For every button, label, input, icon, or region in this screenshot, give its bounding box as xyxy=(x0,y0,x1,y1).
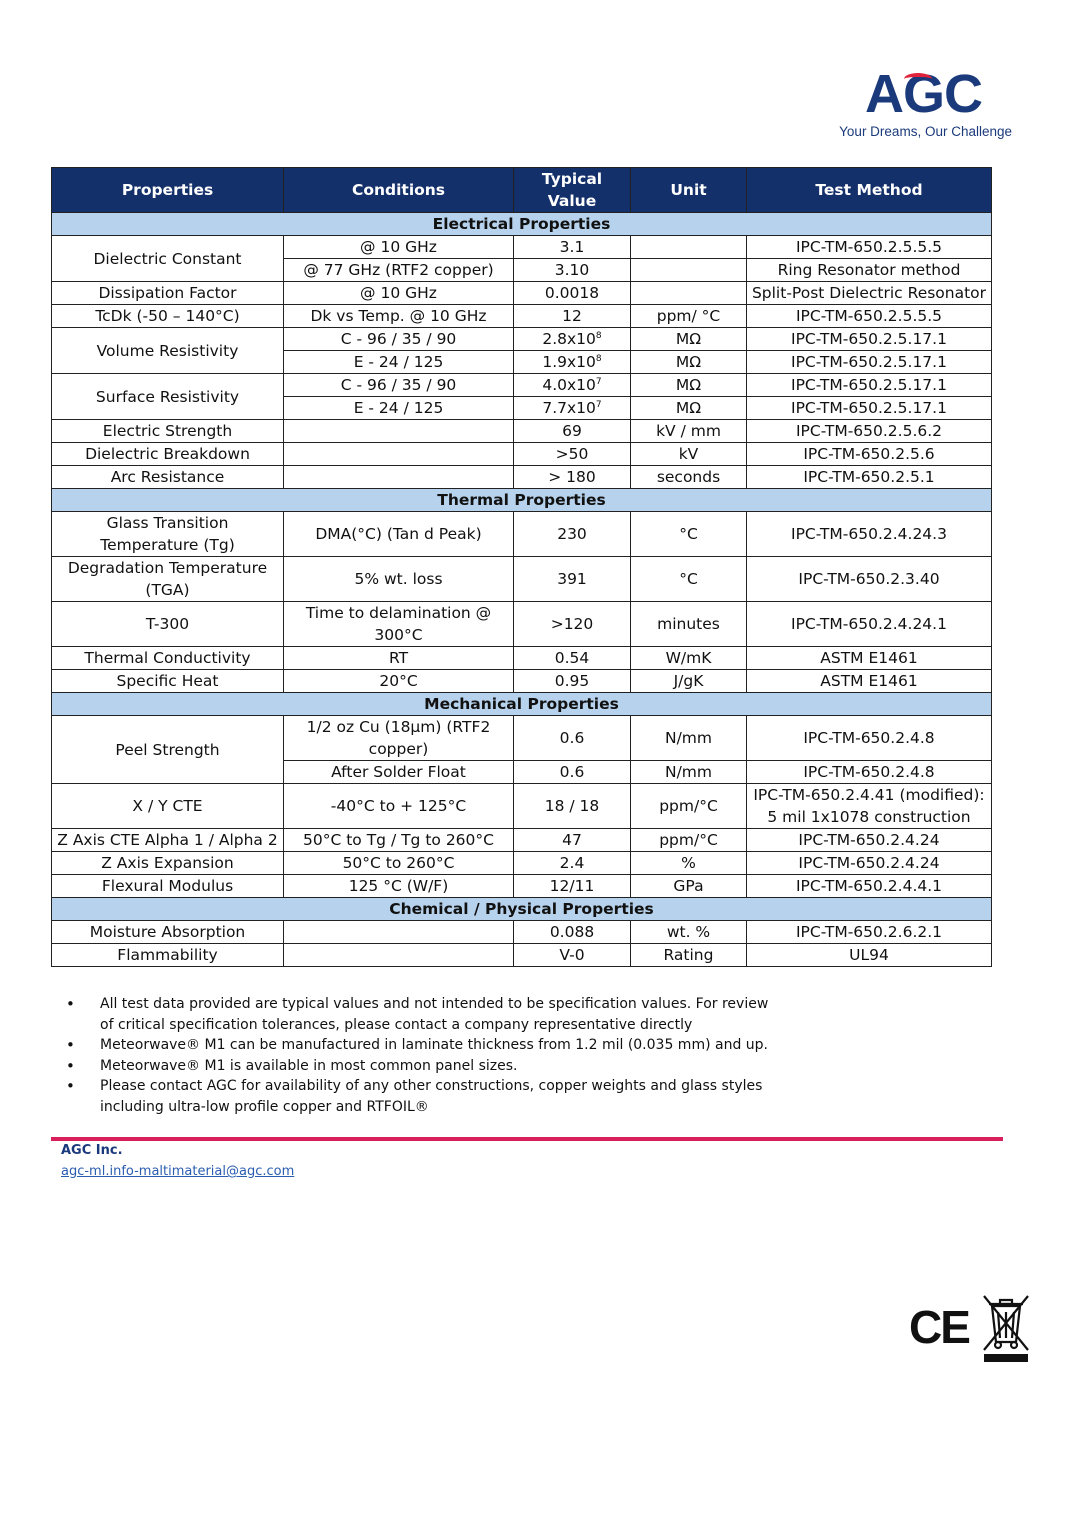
section-title: Chemical / Physical Properties xyxy=(52,898,992,921)
table-row xyxy=(52,466,992,489)
condition-cell: E - 24 / 125 xyxy=(284,397,514,420)
property-cell: Z Axis CTE Alpha 1 / Alpha 2 xyxy=(52,829,284,852)
method-cell: ASTM E1461 xyxy=(747,647,992,670)
unit-cell: MΩ xyxy=(631,351,747,374)
header-test-method: Test Method xyxy=(747,168,992,213)
unit-cell: W/mK xyxy=(631,647,747,670)
value-cell: 0.95 xyxy=(514,670,631,693)
unit-cell xyxy=(631,282,747,305)
table-row xyxy=(52,829,992,852)
unit-cell: J/gK xyxy=(631,670,747,693)
unit-cell: MΩ xyxy=(631,397,747,420)
property-cell: Peel Strength xyxy=(52,716,284,784)
property-cell: Z Axis Expansion xyxy=(52,852,284,875)
section-row xyxy=(52,489,992,512)
method-cell: IPC-TM-650.2.5.5.5 xyxy=(747,236,992,259)
condition-cell: @ 10 GHz xyxy=(284,236,514,259)
value-cell: >120 xyxy=(514,602,631,647)
note-item: • Meteorwave® M1 can be manufactured in laminate thickness from 1.2 mil (0.035 mm) and up. xyxy=(63,1035,783,1056)
value-cell: 69 xyxy=(514,420,631,443)
value-cell: 2.4 xyxy=(514,852,631,875)
unit-cell: ppm/°C xyxy=(631,784,747,829)
table-row xyxy=(52,784,992,829)
value-cell: 230 xyxy=(514,512,631,557)
condition-cell: Time to delamination @ 300°C xyxy=(284,602,514,647)
condition-cell: 5% wt. loss xyxy=(284,557,514,602)
value-cell: 0.6 xyxy=(514,716,631,761)
method-cell: IPC-TM-650.2.4.24.1 xyxy=(747,602,992,647)
value-cell: 12/11 xyxy=(514,875,631,898)
property-cell: Flammability xyxy=(52,944,284,967)
method-cell: IPC-TM-650.2.4.24 xyxy=(747,852,992,875)
property-cell: Specific Heat xyxy=(52,670,284,693)
method-cell: IPC-TM-650.2.4.8 xyxy=(747,761,992,784)
value-exponent: 7 xyxy=(595,399,602,410)
property-cell: Dielectric Breakdown xyxy=(52,443,284,466)
condition-cell xyxy=(284,944,514,967)
table-row xyxy=(52,282,992,305)
property-cell: Thermal Conductivity xyxy=(52,647,284,670)
unit-cell: °C xyxy=(631,512,747,557)
notes-list xyxy=(63,994,783,1117)
condition-cell xyxy=(284,466,514,489)
unit-cell: N/mm xyxy=(631,716,747,761)
table-row xyxy=(52,852,992,875)
value-cell: > 180 xyxy=(514,466,631,489)
property-cell: Dielectric Constant xyxy=(52,236,284,282)
table-row xyxy=(52,716,992,761)
note-item: • All test data provided are typical values and not intended to be specification values. For review of critical specification tolerances, please contact a company representative directly xyxy=(63,994,783,1035)
unit-cell: seconds xyxy=(631,466,747,489)
property-cell: Degradation Temperature (TGA) xyxy=(52,557,284,602)
unit-cell: MΩ xyxy=(631,328,747,351)
condition-cell xyxy=(284,921,514,944)
value-cell: V-0 xyxy=(514,944,631,967)
value-cell: 0.0018 xyxy=(514,282,631,305)
table-row xyxy=(52,921,992,944)
value-mantissa: 2.8x10 xyxy=(542,330,596,348)
value-cell: >50 xyxy=(514,443,631,466)
header-typical-value: Typical Value xyxy=(514,168,631,213)
method-cell: IPC-TM-650.2.3.40 xyxy=(747,557,992,602)
brand-name: AGC xyxy=(865,64,982,124)
unit-cell: wt. % xyxy=(631,921,747,944)
unit-cell: kV xyxy=(631,443,747,466)
property-cell: X / Y CTE xyxy=(52,784,284,829)
value-exponent: 8 xyxy=(595,330,602,341)
condition-cell: RT xyxy=(284,647,514,670)
value-mantissa: 4.0x10 xyxy=(542,376,596,394)
header-properties: Properties xyxy=(52,168,284,213)
table-row xyxy=(52,670,992,693)
property-cell: TcDk (-50 – 140°C) xyxy=(52,305,284,328)
property-cell: Arc Resistance xyxy=(52,466,284,489)
unit-cell xyxy=(631,259,747,282)
property-cell: T-300 xyxy=(52,602,284,647)
method-cell: IPC-TM-650.2.5.1 xyxy=(747,466,992,489)
ce-mark-icon: CE xyxy=(909,1301,969,1353)
value-cell: 3.10 xyxy=(514,259,631,282)
section-row xyxy=(52,898,992,921)
section-title: Mechanical Properties xyxy=(52,693,992,716)
unit-cell: °C xyxy=(631,557,747,602)
condition-cell: 50°C to Tg / Tg to 260°C xyxy=(284,829,514,852)
method-cell: UL94 xyxy=(747,944,992,967)
condition-cell: 1/2 oz Cu (18µm) (RTF2 copper) xyxy=(284,716,514,761)
table-row xyxy=(52,647,992,670)
unit-cell: GPa xyxy=(631,875,747,898)
condition-cell: Dk vs Temp. @ 10 GHz xyxy=(284,305,514,328)
method-cell: IPC-TM-650.2.5.17.1 xyxy=(747,397,992,420)
value-cell xyxy=(514,397,631,420)
header-unit: Unit xyxy=(631,168,747,213)
value-cell: 12 xyxy=(514,305,631,328)
method-cell: IPC-TM-650.2.5.17.1 xyxy=(747,328,992,351)
brand-tagline: Your Dreams, Our Challenge xyxy=(839,124,1012,139)
table-row xyxy=(52,944,992,967)
note-item: • Meteorwave® M1 is available in most common panel sizes. xyxy=(63,1056,783,1077)
crossed-bin-icon xyxy=(980,1290,1032,1365)
value-cell xyxy=(514,374,631,397)
method-cell: IPC-TM-650.2.4.8 xyxy=(747,716,992,761)
condition-cell: @ 77 GHz (RTF2 copper) xyxy=(284,259,514,282)
value-cell: 0.54 xyxy=(514,647,631,670)
method-cell: IPC-TM-650.2.4.24.3 xyxy=(747,512,992,557)
method-cell: IPC-TM-650.2.5.5.5 xyxy=(747,305,992,328)
method-cell: ASTM E1461 xyxy=(747,670,992,693)
method-cell: IPC-TM-650.2.5.6.2 xyxy=(747,420,992,443)
value-cell: 391 xyxy=(514,557,631,602)
condition-cell: C - 96 / 35 / 90 xyxy=(284,374,514,397)
unit-cell: N/mm xyxy=(631,761,747,784)
property-cell: Electric Strength xyxy=(52,420,284,443)
value-exponent: 8 xyxy=(595,353,602,364)
table-row xyxy=(52,420,992,443)
section-row xyxy=(52,213,992,236)
unit-cell: MΩ xyxy=(631,374,747,397)
unit-cell: ppm/°C xyxy=(631,829,747,852)
method-cell: Split-Post Dielectric Resonator xyxy=(747,282,992,305)
table-row xyxy=(52,374,992,397)
condition-cell: After Solder Float xyxy=(284,761,514,784)
condition-cell: -40°C to + 125°C xyxy=(284,784,514,829)
section-row xyxy=(52,693,992,716)
table-row xyxy=(52,557,992,602)
header-conditions: Conditions xyxy=(284,168,514,213)
value-exponent: 7 xyxy=(595,376,602,387)
property-cell: Flexural Modulus xyxy=(52,875,284,898)
condition-cell: 125 °C (W/F) xyxy=(284,875,514,898)
property-cell: Volume Resistivity xyxy=(52,328,284,374)
unit-cell: Rating xyxy=(631,944,747,967)
table-row xyxy=(52,236,992,259)
value-cell: 47 xyxy=(514,829,631,852)
condition-cell xyxy=(284,420,514,443)
value-cell: 18 / 18 xyxy=(514,784,631,829)
value-mantissa: 7.7x10 xyxy=(542,399,596,417)
value-cell xyxy=(514,328,631,351)
method-cell: IPC-TM-650.2.5.6 xyxy=(747,443,992,466)
unit-cell xyxy=(631,236,747,259)
value-cell xyxy=(514,351,631,374)
value-cell: 3.1 xyxy=(514,236,631,259)
footer-divider xyxy=(51,1137,1003,1141)
table-row xyxy=(52,512,992,557)
value-cell: 0.088 xyxy=(514,921,631,944)
table-header-row xyxy=(52,168,992,213)
method-cell: IPC-TM-650.2.6.2.1 xyxy=(747,921,992,944)
method-cell: IPC-TM-650.2.5.17.1 xyxy=(747,351,992,374)
condition-cell: E - 24 / 125 xyxy=(284,351,514,374)
properties-table xyxy=(51,167,992,967)
logo-swoosh-icon xyxy=(904,73,932,85)
method-cell: IPC-TM-650.2.5.17.1 xyxy=(747,374,992,397)
unit-cell: kV / mm xyxy=(631,420,747,443)
condition-cell: 50°C to 260°C xyxy=(284,852,514,875)
unit-cell: % xyxy=(631,852,747,875)
condition-cell: C - 96 / 35 / 90 xyxy=(284,328,514,351)
property-cell: Glass Transition Temperature (Tg) xyxy=(52,512,284,557)
unit-cell: ppm/ °C xyxy=(631,305,747,328)
table-row xyxy=(52,875,992,898)
section-title: Electrical Properties xyxy=(52,213,992,236)
note-item: • Please contact AGC for availability of any other constructions, copper weights and glass styles including ultra-low profile copper and RTFOIL® xyxy=(63,1076,783,1117)
condition-cell: @ 10 GHz xyxy=(284,282,514,305)
property-cell: Moisture Absorption xyxy=(52,921,284,944)
method-cell: IPC-TM-650.2.4.4.1 xyxy=(747,875,992,898)
table-row xyxy=(52,443,992,466)
condition-cell: DMA(°C) (Tan d Peak) xyxy=(284,512,514,557)
table-row xyxy=(52,328,992,351)
property-cell: Dissipation Factor xyxy=(52,282,284,305)
footer-company: AGC Inc. xyxy=(61,1143,123,1158)
value-cell: 0.6 xyxy=(514,761,631,784)
method-cell: IPC-TM-650.2.4.41 (modified): 5 mil 1x1078 construction xyxy=(747,784,992,829)
table-row xyxy=(52,305,992,328)
value-mantissa: 1.9x10 xyxy=(542,353,596,371)
section-title: Thermal Properties xyxy=(52,489,992,512)
table-row xyxy=(52,602,992,647)
unit-cell: minutes xyxy=(631,602,747,647)
property-cell: Surface Resistivity xyxy=(52,374,284,420)
footer-email-link[interactable]: agc-ml.info-maltimaterial@agc.com xyxy=(61,1164,295,1179)
method-cell: Ring Resonator method xyxy=(747,259,992,282)
method-cell: IPC-TM-650.2.4.24 xyxy=(747,829,992,852)
condition-cell: 20°C xyxy=(284,670,514,693)
condition-cell xyxy=(284,443,514,466)
